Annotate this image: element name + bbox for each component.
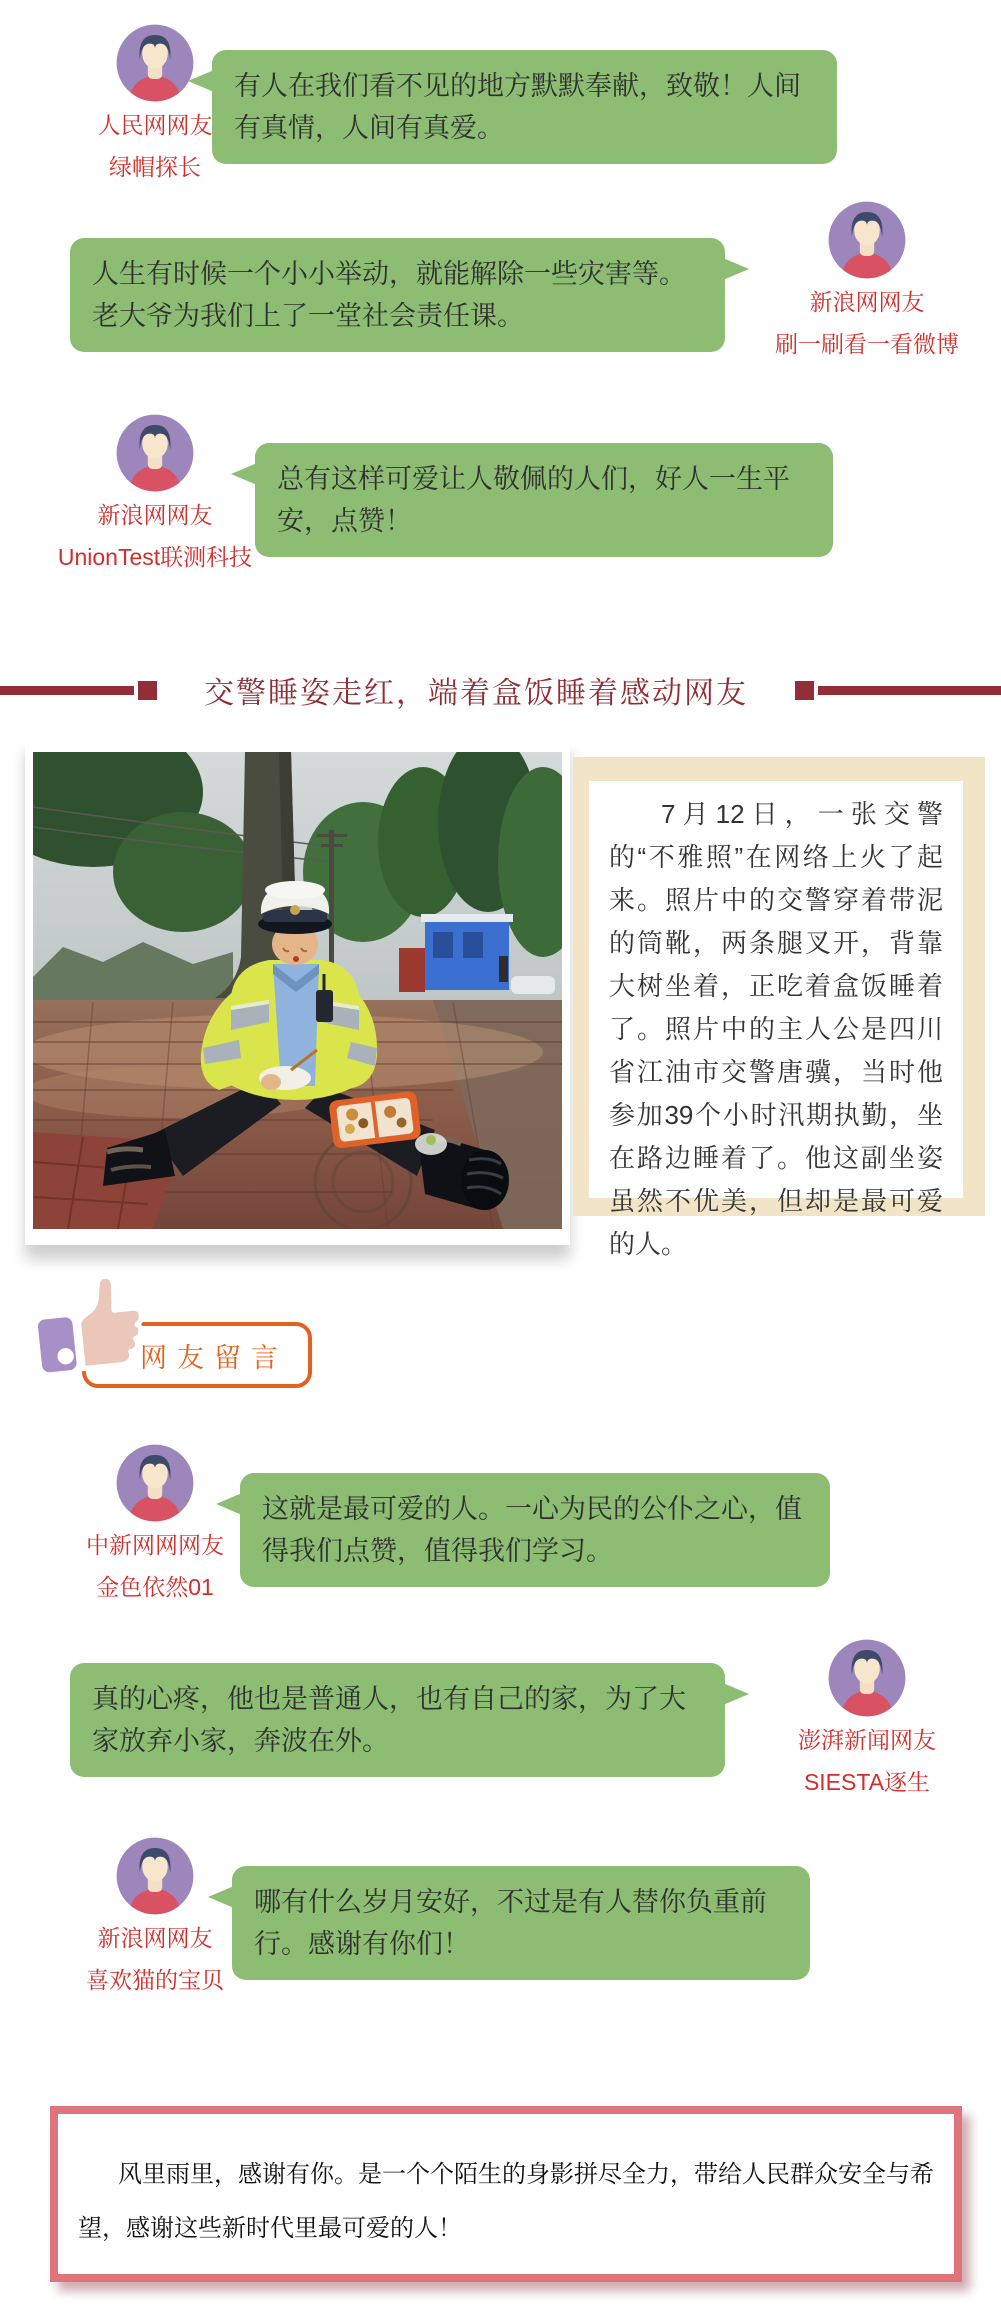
person-avatar-icon — [115, 1836, 195, 1916]
article-panel — [573, 757, 985, 1259]
comment-bubble: 这就是最可爱的人。一心为民的公仆之心，值得我们点赞，值得我们学习。 — [240, 1473, 830, 1587]
closing-message: 风里雨里，感谢有你。是一个个陌生的身影拼尽全力，带给人民群众安全与希望，感谢这些新时代里最可爱的人！ — [78, 2161, 934, 2242]
news-photo — [33, 752, 562, 1229]
commenter-nickname: UnionTest联测科技 — [57, 544, 253, 570]
commenter-source: 澎湃新闻网友 — [798, 1727, 936, 1753]
comment-bubble: 哪有什么岁月安好，不过是有人替你负重前行。感谢有你们！ — [232, 1866, 810, 1980]
comment-bubble: 人生有时候一个小小举动，就能解除一些灾害等。老大爷为我们上了一堂社会责任课。 — [70, 238, 725, 352]
person-avatar-icon — [115, 413, 195, 493]
comment-bubble: 有人在我们看不见的地方默默奉献，致敬！人间有真情，人间有真爱。 — [212, 50, 837, 164]
commenter-block — [60, 1836, 250, 2000]
commenter-nickname: SIESTA逐生 — [803, 1769, 931, 1795]
news-photo-frame — [25, 738, 570, 1245]
commenter-nickname: 喜欢猫的宝贝 — [86, 1967, 224, 1993]
header-rule-right — [818, 686, 1001, 695]
commenter-nickname: 刷一刷看一看微博 — [775, 331, 959, 357]
comments-section-badge: 网友留言 — [82, 1322, 312, 1388]
article-text-box — [589, 781, 963, 1259]
commenter-source: 新浪网网友 — [809, 289, 925, 315]
commenter-block — [57, 413, 253, 577]
commenter-block — [772, 1638, 962, 1802]
person-avatar-icon — [827, 1638, 907, 1718]
closing-message-box — [50, 2106, 962, 2282]
section-title: 交警睡姿走红，端着盒饭睡着感动网友 — [204, 677, 748, 710]
commenter-source: 新浪网网友 — [97, 502, 213, 528]
person-avatar-icon — [115, 1443, 195, 1523]
commenter-block — [60, 1443, 250, 1607]
commenter-source: 人民网网友 — [97, 112, 213, 138]
person-avatar-icon — [115, 23, 195, 103]
commenter-nickname: 绿帽探长 — [109, 154, 201, 180]
article-text: 7月12日，一张交警的“不雅照”在网络上火了起来。照片中的交警穿着带泥的筒靴，两条腿叉开，背靠大树坐着，正吃着盒饭睡着了。照片中的主人公是四川省江油市交警唐骥，当时他参加39个小时汛期执勤，坐在路边睡着了。他这副坐姿虽然不优美，但却是最可爱的人。 — [609, 799, 943, 1259]
person-avatar-icon — [827, 200, 907, 280]
comment-bubble: 真的心疼，他也是普通人，也有自己的家，为了大家放弃小家，奔波在外。 — [70, 1663, 725, 1777]
commenter-source: 中新网网网友 — [86, 1532, 224, 1558]
commenter-block — [772, 200, 962, 364]
comment-bubble: 总有这样可爱让人敬佩的人们，好人一生平安，点赞！ — [255, 443, 833, 557]
header-rule-left — [0, 686, 134, 695]
commenter-source: 新浪网网友 — [97, 1925, 213, 1951]
commenter-nickname: 金色依然01 — [96, 1574, 214, 1600]
header-square-left — [138, 681, 157, 700]
thumbs-up-icon — [34, 1274, 146, 1376]
section-header — [0, 668, 1001, 712]
header-square-right — [795, 681, 814, 700]
